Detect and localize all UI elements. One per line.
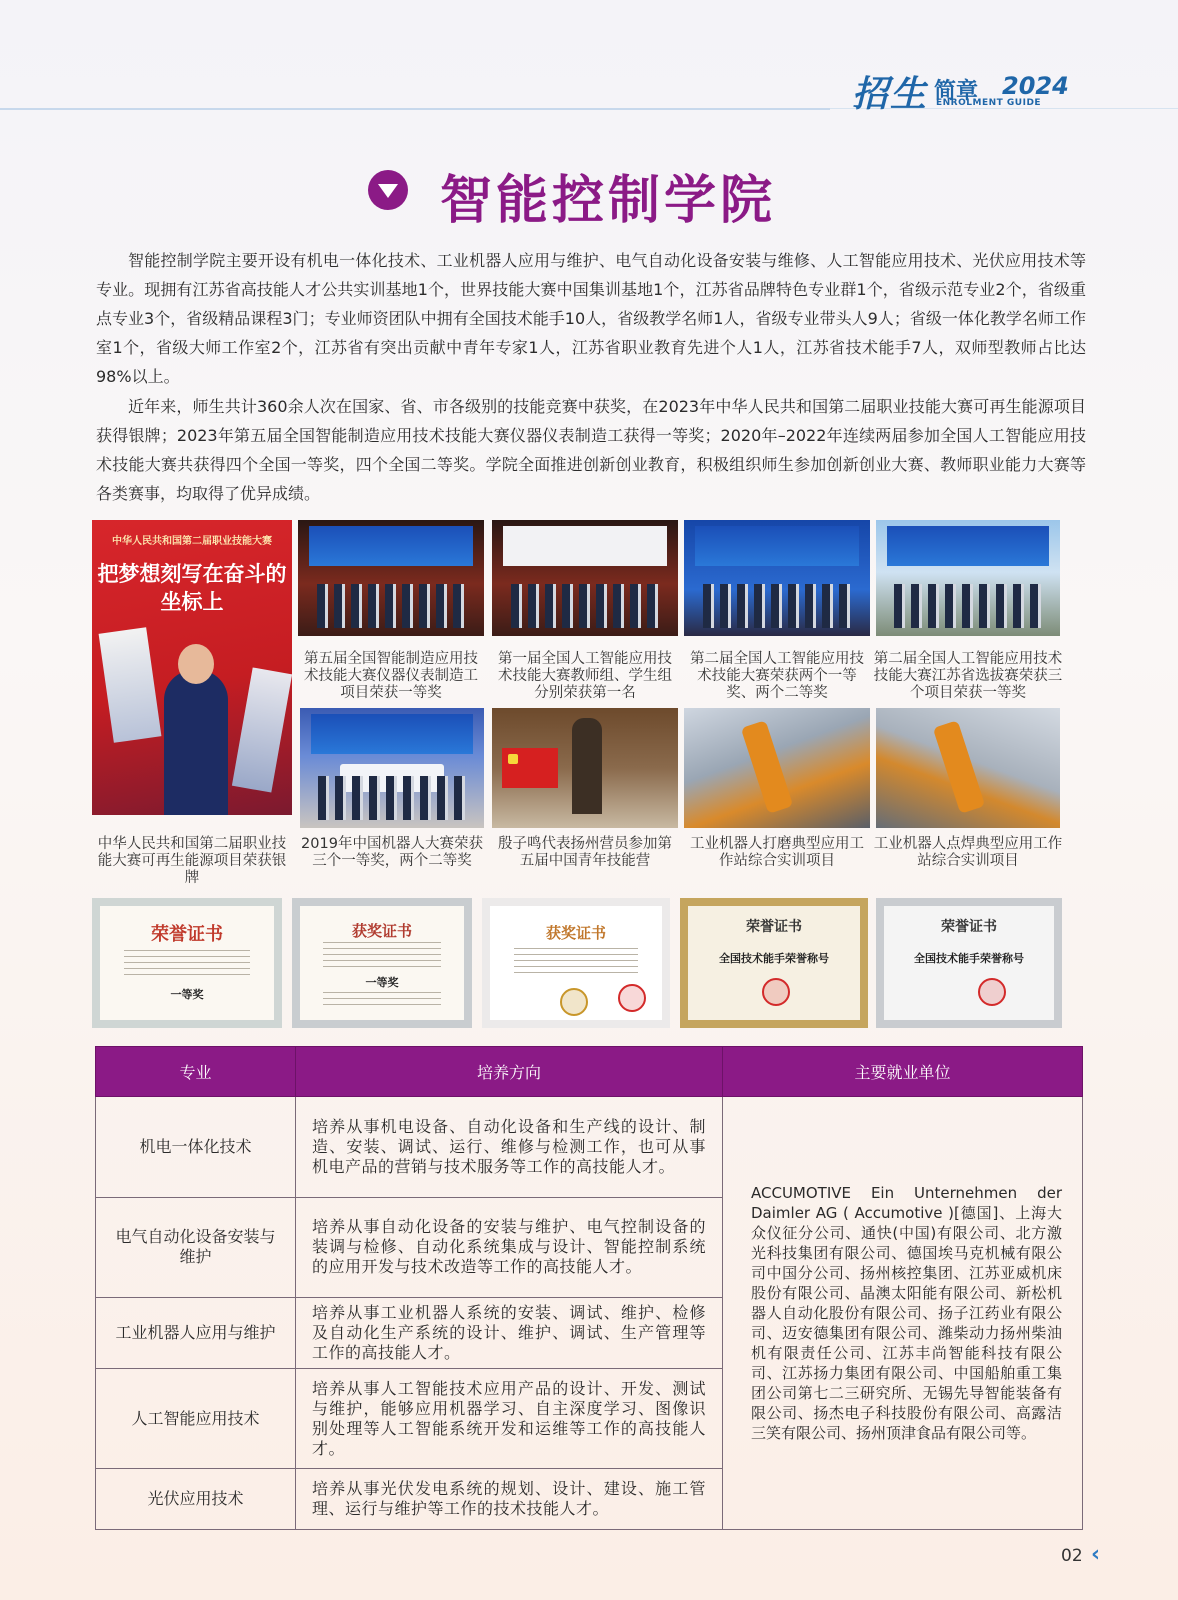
training-direction: 培养从事工业机器人系统的安装、调试、维护、检修及自动化生产系统的设计、维护、调试、生产管理等工作的高技能人才。 — [296, 1298, 723, 1369]
intro-paragraph-1: 智能控制学院主要开设有机电一体化技术、工业机器人应用与维护、电气自动化设备安装与维修、人工智能应用技术、光伏应用技术等专业。现拥有江苏省高技能人才公共实训基地1个，世界技能大赛中国集训基地1个，江苏省品牌特色专业群1个，省级示范专业2个，省级重点专业3个，省级精品课程3门；专业师资团队中拥有全国技术能手10人，省级教学名师1人，省级专业带头人9人；省级一体化教学名师工作室1个，省级大师工作室2个，江苏省有突出贡献中青年专家1人，江苏省职业教育先进个人1人，江苏省技术能手7人，双师型教师占比达98%以上。 — [96, 251, 1086, 386]
stage-screen — [695, 526, 859, 566]
major-name: 光伏应用技术 — [96, 1469, 296, 1530]
certificate-text-lines — [323, 942, 441, 968]
outdoor-group-photo — [876, 520, 1060, 636]
intro-paragraph-2: 近年来，师生共计360余人次在国家、省、市各级别的技能竞赛中获奖，在2023年中华人民共和国第二届职业技能大赛可再生能源项目获得银牌；2023年第五届全国智能制造应用技术技能大赛仪器仪表制造工获得一等奖；2020年–2022年连续两届参加全国人工智能应用技术技能大赛共获得四个全国一等奖，四个全国二等奖。学院全面推进创新创业教育，积极组织师生参加创新创业大赛、教师职业能力大赛等各类赛事，均取得了优异成绩。 — [96, 397, 1086, 503]
national-technical-expert-certificate — [680, 898, 868, 1028]
certificate-award: 一等奖 — [365, 976, 399, 989]
logo-year: 2024 — [1002, 72, 1069, 100]
certificate-text-lines — [514, 948, 638, 974]
award-certificate — [292, 898, 472, 1028]
main-employers: ACCUMOTIVE Ein Unternehmen der Daimler AG ( Accumotive )[德国]、上海大众仪征分公司、通快(中国)有限公司、北方激光科技集团有限公司、德国埃马克机械有限公司中国分公司、扬州核控集团、江苏亚威机床股份有限公司、晶澳太阳能有限公司、新松机器人自动化股份有限公司、扬子江药业有限公司、迈安德集团有限公司、潍柴动力扬州柴油机有限责任公司、江苏丰尚智能科技有限公司、江苏扬力集团有限公司、中国船舶重工集团公司第七二三研究所、无锡先导智能装备有限公司、扬杰电子科技股份有限公司、高露洁三笑有限公司、扬州顶津食品有限公司等。 — [723, 1097, 1083, 1530]
award-ceremony-photo-3 — [684, 520, 870, 636]
red-seal-icon — [762, 978, 790, 1006]
national-technical-expert-certificate — [876, 898, 1062, 1028]
major-name: 工业机器人应用与维护 — [96, 1298, 296, 1369]
honor-certificate — [92, 898, 282, 1028]
award-certificate — [482, 898, 670, 1028]
certificate-honor-title: 全国技术能手荣誉称号 — [719, 952, 829, 965]
certificate-title: 获奖证书 — [545, 924, 606, 942]
robot-arm — [933, 720, 986, 814]
training-direction: 培养从事机电设备、自动化设备和生产线的设计、制造、安装、调试、运行、维修与检测工作，也可从事机电产品的营销与技术服务等工作的高技能人才。 — [296, 1097, 723, 1198]
statue — [572, 718, 602, 814]
logo-sub-text: 简章 — [934, 79, 979, 104]
photo-caption: 殷子鸣代表扬州营员参加第五届中国青年技能营 — [498, 836, 672, 869]
photo-caption: 第一届全国人工智能应用技术技能大赛教师组、学生组分别荣获第一名 — [498, 651, 672, 701]
header-divider — [0, 108, 830, 110]
robot-grinding-workstation-photo — [684, 708, 870, 828]
training-direction: 培养从事人工智能技术应用产品的设计、开发、测试与维护，能够应用机器学习、自主深度学习、图像识别处理等人工智能系统开发和运维等工作的高技能人才。 — [296, 1369, 723, 1469]
skills-competition-poster-photo — [92, 520, 292, 815]
robot-contest-group-photo — [300, 708, 484, 828]
logo-main-text: 招生 — [852, 73, 929, 115]
flag-shape — [99, 627, 162, 743]
photo-caption: 第二届全国人工智能应用技术技能大赛江苏省选拔赛荣获三个项目荣获一等奖 — [873, 651, 1063, 701]
training-direction: 培养从事光伏发电系统的规划、设计、建设、施工管理、运行与维护等工作的技术技能人才。 — [296, 1469, 723, 1530]
photo-caption: 第五届全国智能制造应用技术技能大赛仪器仪表制造工项目荣获一等奖 — [304, 651, 478, 701]
page-title: 智能控制学院 — [440, 170, 777, 231]
certificate-title: 荣誉证书 — [151, 924, 223, 945]
stage-screen — [503, 526, 667, 566]
certificate-honor-title: 全国技术能手荣誉称号 — [914, 952, 1024, 965]
flag-shape — [232, 667, 292, 792]
red-seal-icon — [618, 984, 646, 1012]
youth-skills-camp-photo — [492, 708, 678, 828]
group-of-people — [894, 584, 1041, 628]
majors-table — [95, 1046, 1083, 1530]
athlete-figure — [164, 670, 228, 815]
stage-screen — [309, 526, 473, 566]
page-number: 02 — [1061, 1546, 1083, 1566]
photo-caption: 2019年中国机器人大赛荣获三个一等奖，两个二等奖 — [301, 836, 483, 869]
photo-caption: 工业机器人打磨典型应用工作站综合实训项目 — [690, 836, 864, 869]
certificate-title: 获奖证书 — [351, 922, 412, 940]
group-of-people — [511, 584, 660, 628]
training-direction: 培养从事自动化设备的安装与维护、电气控制设备的装调与检修、自动化系统集成与设计、智能控制系统的应用开发与技术改造等工作的高技能人才。 — [296, 1197, 723, 1298]
photo-caption: 工业机器人点焊典型应用工作站综合实训项目 — [873, 836, 1063, 869]
table-row — [96, 1097, 1083, 1198]
column-header-employers: 主要就业单位 — [723, 1047, 1083, 1097]
photo-caption: 中华人民共和国第二届职业技能大赛可再生能源项目荣获银牌 — [97, 836, 287, 886]
photo-caption: 第二届全国人工智能应用技术技能大赛荣获两个一等奖、两个二等奖 — [690, 651, 864, 701]
chevron-left-icon: ‹ — [1091, 1542, 1101, 1567]
major-name: 电气自动化设备安装与维护 — [96, 1197, 296, 1298]
award-ceremony-photo-2 — [492, 520, 678, 636]
triangle-down-icon — [368, 170, 408, 210]
robot-spot-welding-workstation-photo — [876, 708, 1060, 828]
major-name: 机电一体化技术 — [96, 1097, 296, 1198]
column-header-major: 专业 — [96, 1047, 296, 1097]
medal-icon — [560, 988, 588, 1016]
red-seal-icon — [978, 978, 1006, 1006]
group-of-people — [317, 584, 466, 628]
poster-small-text: 中华人民共和国第二届职业技能大赛 — [112, 536, 272, 547]
certificate-text-lines — [323, 992, 441, 1006]
column-header-direction: 培养方向 — [296, 1047, 723, 1097]
athlete-head — [178, 644, 214, 684]
major-name: 人工智能应用技术 — [96, 1369, 296, 1469]
contest-backdrop — [311, 714, 473, 754]
table-header-row — [96, 1047, 1083, 1097]
certificate-text-lines — [124, 950, 249, 976]
logo-english: ENROLMENT GUIDE — [936, 98, 1042, 108]
group-of-people — [318, 776, 465, 820]
certificate-award: 一等奖 — [170, 988, 204, 1001]
certificate-title: 荣誉证书 — [941, 919, 997, 935]
group-of-people — [703, 584, 852, 628]
enrolment-guide-logo — [852, 66, 1069, 115]
event-banner — [887, 526, 1049, 566]
party-flag — [502, 748, 558, 788]
certificate-title: 荣誉证书 — [746, 919, 802, 935]
award-ceremony-photo-1 — [298, 520, 484, 636]
poster-slogan: 把梦想刻写在奋斗的坐标上 — [97, 562, 287, 614]
robot-arm — [741, 720, 794, 814]
